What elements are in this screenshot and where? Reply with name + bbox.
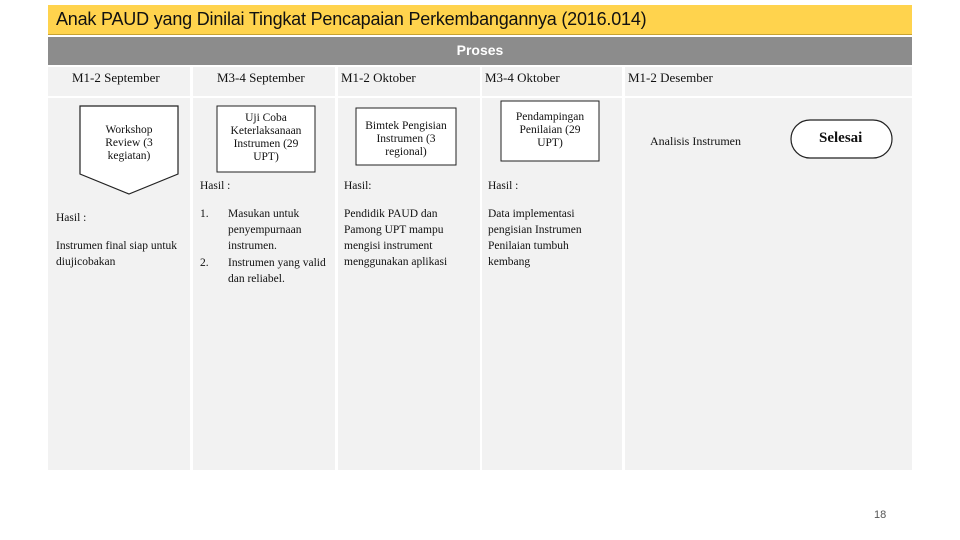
page-number: 18 [874,509,887,521]
workshop-review-step: Workshop Review (3 kegiatan) [105,124,153,162]
result-label-1: Hasil : [56,212,87,224]
result-item-2b: Instrumen yang valid dan reliabel. [228,257,326,285]
result-item-2a: Masukan untuk penyempurnaan instrumen. [228,208,302,252]
column-header-4: M3-4 Oktober [485,70,560,85]
result-label-2: Hasil : [200,180,231,192]
result-num-2b: 2. [200,257,209,269]
column-header-5: M1-2 Desember [628,70,713,85]
analisis-step: Analisis Instrumen [650,134,741,148]
result-label-4: Hasil : [488,180,519,192]
result-text-3: Pendidik PAUD dan Pamong UPT mampu mengisi instrument menggunakan aplikasi [344,208,448,268]
bimtek-step: Bimtek Pengisian Instrumen (3 regional) [365,120,447,158]
result-label-3: Hasil: [344,180,372,192]
result-text-1: Instrumen final siap untuk diujicobakan [56,240,178,268]
uji-coba-step: Uji Coba Keterlaksanaan Instrumen (29 UPT) [230,112,302,163]
column-header-1: M1-2 September [72,70,160,85]
selesai-step: Selesai [819,130,863,146]
page-title: Anak PAUD yang Dinilai Tingkat Pencapaian Perkembangannya (2016.014) [56,9,647,29]
result-num-2a: 1. [200,208,209,220]
column-header-3: M1-2 Oktober [341,70,416,85]
section-label: Proses [456,42,504,58]
pendampingan-step: Pendampingan Penilaian (29 UPT) [515,111,585,149]
column-header-2: M3-4 September [217,70,305,85]
result-text-4: Data implementasi pengisian Instrumen Penilaian tumbuh kembang [488,208,582,268]
